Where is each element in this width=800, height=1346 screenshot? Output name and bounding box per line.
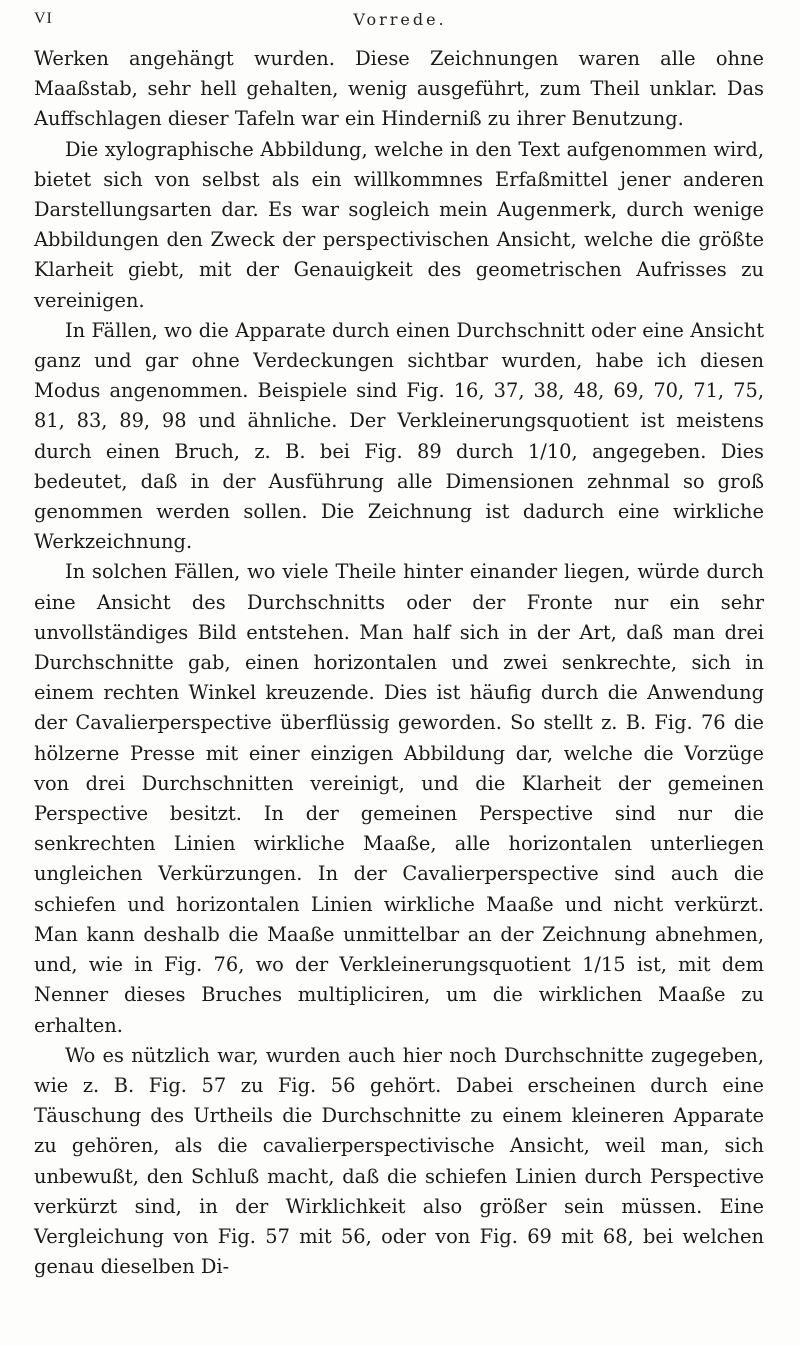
paragraph-continuation: Werken angehängt wurden. Diese Zeichnungen waren alle ohne Maaßstab, sehr hell gehalten, wenig ausgeführt, zum Theil unklar. Das Auffschlagen dieser Tafeln war ein Hinderniß zu ihrer Benutzung. [34, 47, 764, 131]
running-head [26, 10, 774, 34]
paragraph-added-sections: Wo es nützlich war, wurden auch hier noch Durchschnitte zugegeben, wie z. B. Fig. 57 zu Fig. 56 gehört. Dabei erscheinen durch eine Täuschung des Urtheils die Durchschnitte zu einem kleineren Apparate zu gehören, als die cavalierperspectivische Ansicht, weil man, sich unbewußt, den Schluß macht, daß die schiefen Linien durch Perspective verkürzt sind, in der Wirklichkeit also größer sein müssen. Eine Vergleichung von Fig. 57 mit 56, oder von Fig. 69 mit 68, bei welchen genau dieselben Di- [34, 1043, 764, 1279]
body-text [34, 44, 764, 1282]
paragraph-cross-sections: In Fällen, wo die Apparate durch einen Durchschnitt oder eine Ansicht ganz und gar ohne Verdeckungen sichtbar wurden, habe ich diesen Modus angenommen. Beispiele sind Fig. 16, 37, 38, 48, 69, 70, 71, 75, 81, 83, 89, 98 und ähnliche. Der Verkleinerungsquotient ist meistens durch einen Bruch, z. B. bei Fig. 89 durch 1/10, angegeben. Dies bedeutet, daß in der Ausführung alle Dimensionen zehnmal so groß genommen werden sollen. Die Zeichnung ist dadurch eine wirkliche Werkzeichnung. [34, 318, 764, 554]
paragraph-xylographic-illustration: Die xylographische Abbildung, welche in den Text aufgenommen wird, bietet sich von selbst als ein willkommnes Erfaßmittel jener anderen Darstellungsarten dar. Es war sogleich mein Augenmerk, durch wenige Abbildungen den Zweck der perspectivischen Ansicht, welche die größte Klarheit giebt, mit der Genauigkeit des geometrischen Aufrisses zu vereinigen. [34, 137, 764, 312]
page-number: VI [34, 10, 53, 27]
paragraph-cavalier-perspective: In solchen Fällen, wo viele Theile hinter einander liegen, würde durch eine Ansicht des Durchschnitts oder der Fronte nur ein sehr unvollständiges Bild entstehen. Man half sich in der Art, daß man drei Durchschnitte gab, einen horizontalen und zwei senkrechte, sich in einem rechten Winkel kreuzende. Dies ist häufig durch die Anwendung der Cavalierperspective überflüssig geworden. So stellt z. B. Fig. 76 die hölzerne Presse mit einer einzigen Abbildung dar, welche die Vorzüge von drei Durchschnitten vereinigt, und die Klarheit der gemeinen Perspective besitzt. In der gemeinen Perspective sind nur die senkrechten Linien wirkliche Maaße, alle horizontalen unterliegen ungleichen Verkürzungen. In der Cavalierperspective sind auch die schiefen und horizontalen Linien wirkliche Maaße und nicht verkürzt. Man kann deshalb die Maaße unmittelbar an der Zeichnung abnehmen, und, wie in Fig. 76, wo der Verkleinerungsquotient 1/15 ist, mit dem Nenner dieses Bruches multipliciren, um die wirklichen Maaße zu erhalten. [34, 560, 764, 1037]
running-head-title: Vorrede. [353, 10, 447, 29]
